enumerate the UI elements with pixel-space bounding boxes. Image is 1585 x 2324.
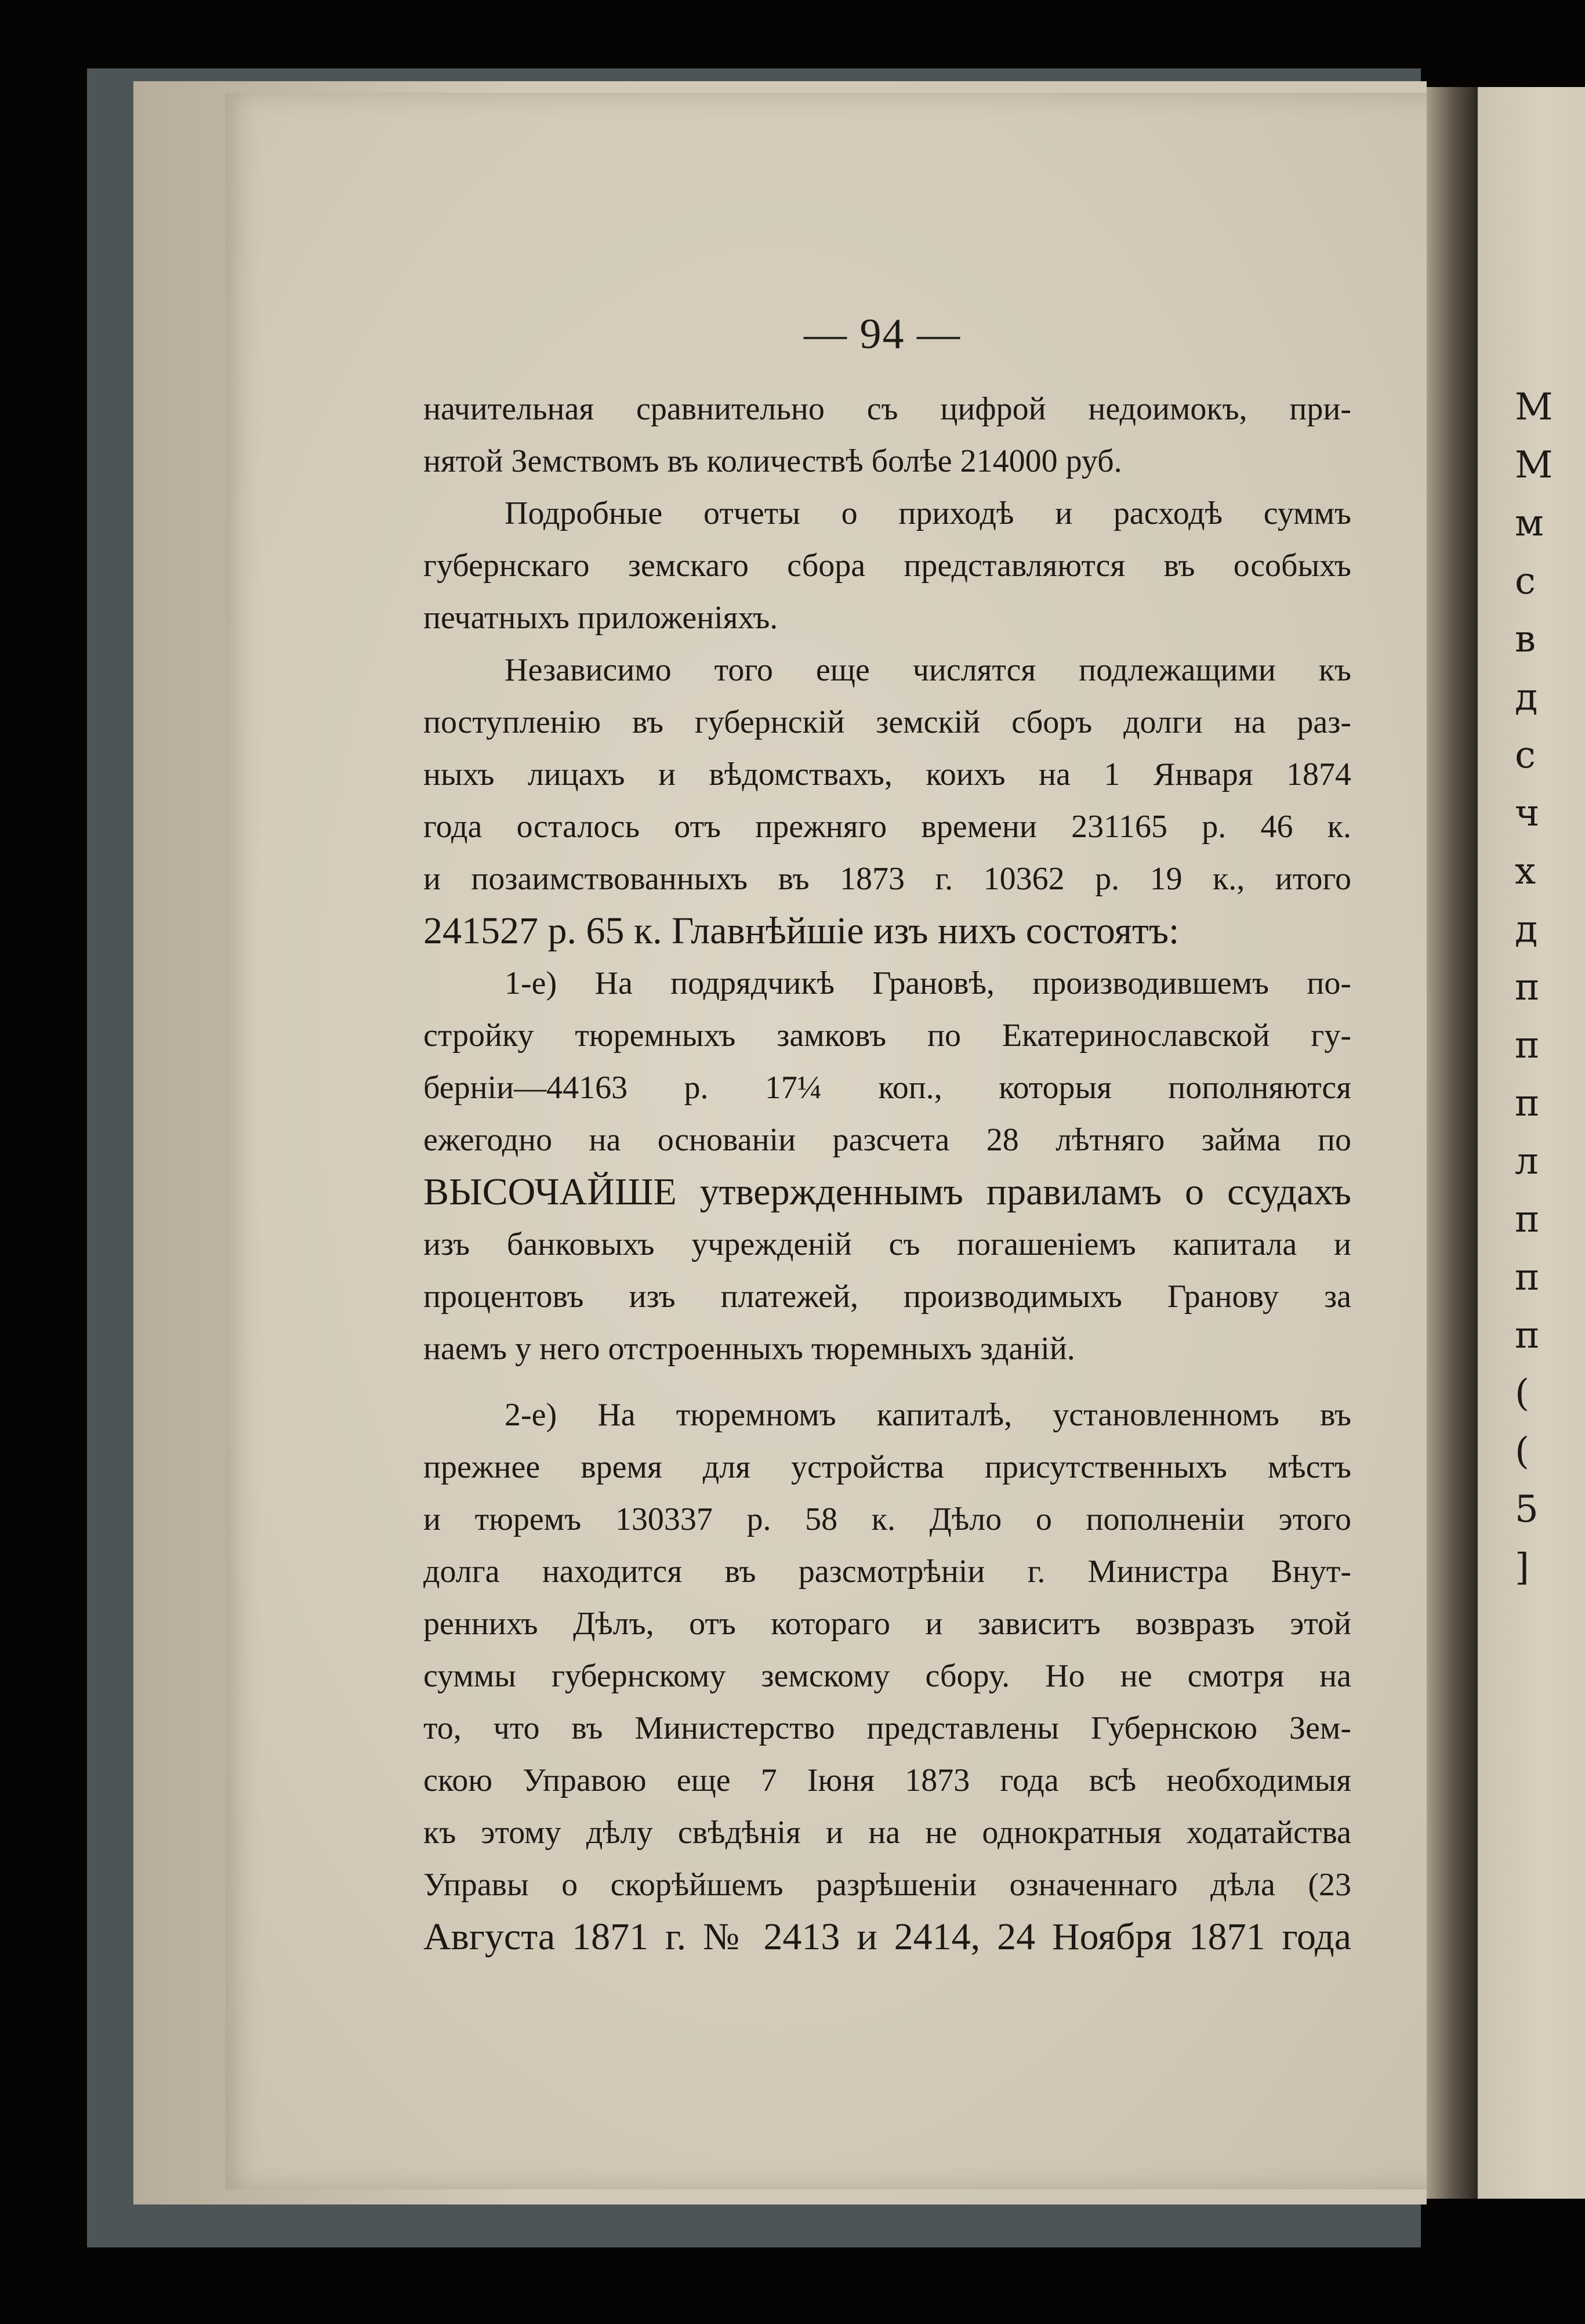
next-page-fragment: л [1515, 1140, 1539, 1183]
next-page-fragment: ч [1515, 792, 1540, 835]
text-line: суммы губернскому земскому сбору. Но не смотря на [423, 1658, 1351, 1694]
text-line: года осталось отъ прежняго времени 231165 р. 46 к. [423, 809, 1351, 845]
next-page-fragment: п [1515, 1024, 1540, 1067]
next-page-fragment: п [1515, 966, 1540, 1009]
book-gutter [1427, 87, 1479, 2199]
text-line: ежегодно на основаніи разсчета 28 лѣтняго займа по [423, 1122, 1351, 1158]
page-number: — 94 — [804, 310, 961, 358]
text-line: скою Управою еще 7 Іюня 1873 года всѣ необходимыя [423, 1762, 1351, 1798]
text-line: нятой Земствомъ въ количествѣ болѣе 214000 руб. [423, 443, 1122, 479]
text-line: Подробные отчеты о приходѣ и расходѣ суммъ [505, 495, 1351, 531]
text-line: ВЫСОЧАЙШЕ утвержденнымъ правиламъ о ссудахъ [423, 1171, 1351, 1213]
next-page-fragment: п [1515, 1198, 1540, 1241]
next-page-edge [1478, 87, 1585, 2199]
next-page-fragment: с [1515, 560, 1536, 603]
text-line: 1-е) На подрядчикѣ Грановѣ, производившемъ по- [505, 965, 1351, 1001]
text-line: поступленію въ губернскій земскій сборъ долги на раз- [423, 704, 1351, 740]
text-line: начительная сравнительно съ цифрой недоимокъ, при- [423, 391, 1351, 427]
text-line: то, что въ Министерство представлены Губернскою Зем- [423, 1710, 1351, 1746]
text-line: наемъ у него отстроенныхъ тюремныхъ зданій. [423, 1331, 1075, 1367]
next-page-fragment: М [1515, 444, 1553, 487]
next-page-fragment: ( [1515, 1372, 1529, 1415]
paragraph-gap [423, 1375, 1351, 1389]
next-page-fragment: ( [1515, 1430, 1529, 1473]
next-page-fragment: 5 [1515, 1488, 1539, 1531]
next-page-fragment: д [1515, 908, 1538, 951]
text-line: ныхъ лицахъ и вѣдомствахъ, коихъ на 1 Января 1874 [423, 756, 1351, 792]
text-line: долга находится въ разсмотрѣніи г. Министра Внут- [423, 1554, 1351, 1590]
text-line: Управы о скорѣйшемъ разрѣшеніи означеннаго дѣла (23 [423, 1867, 1351, 1903]
text-line: Независимо того еще числятся подлежащими къ [505, 652, 1351, 688]
text-line: Августа 1871 г. № 2413 и 2414, 24 Ноября 1871 года [423, 1916, 1351, 1958]
next-page-fragment: х [1515, 850, 1536, 893]
body-text [423, 383, 1351, 1963]
next-page-fragment: п [1515, 1314, 1540, 1357]
next-page-fragment: м [1515, 502, 1544, 545]
next-page-fragment: ] [1515, 1546, 1529, 1589]
next-page-fragment: в [1515, 618, 1536, 661]
next-page-fragment: д [1515, 676, 1538, 719]
text-line: реннихъ Дѣлъ, отъ котораго и зависитъ возвразъ этой [423, 1606, 1351, 1642]
next-page-fragment: М [1515, 386, 1553, 429]
next-page-fragment: с [1515, 734, 1536, 777]
text-line: 2-е) На тюремномъ капиталѣ, установленномъ въ [505, 1397, 1351, 1433]
text-line: губернскаго земскаго сбора представляются въ особыхъ [423, 548, 1351, 584]
text-line: прежнее время для устройства присутственныхъ мѣстъ [423, 1449, 1351, 1485]
text-line: процентовъ изъ платежей, производимыхъ Гранову за [423, 1279, 1351, 1315]
text-line: и тюремъ 130337 р. 58 к. Дѣло о пополненіи этого [423, 1501, 1351, 1537]
text-line: и позаимствованныхъ въ 1873 г. 10362 р. 19 к., итого [423, 861, 1351, 897]
text-line: изъ банковыхъ учрежденій съ погашеніемъ капитала и [423, 1226, 1351, 1262]
text-line: къ этому дѣлу свѣдѣнія и на не однократныя ходатайства [423, 1815, 1351, 1851]
text-line: 241527 р. 65 к. Главнѣйшіе изъ нихъ состоятъ: [423, 910, 1180, 952]
text-line: берніи—44163 р. 17¼ коп., которыя пополняются [423, 1070, 1351, 1106]
next-page-fragment: п [1515, 1256, 1540, 1299]
next-page-fragment: п [1515, 1082, 1540, 1125]
text-line: стройку тюремныхъ замковъ по Екатеринославской гу- [423, 1018, 1351, 1054]
text-line: печатныхъ приложеніяхъ. [423, 600, 778, 636]
